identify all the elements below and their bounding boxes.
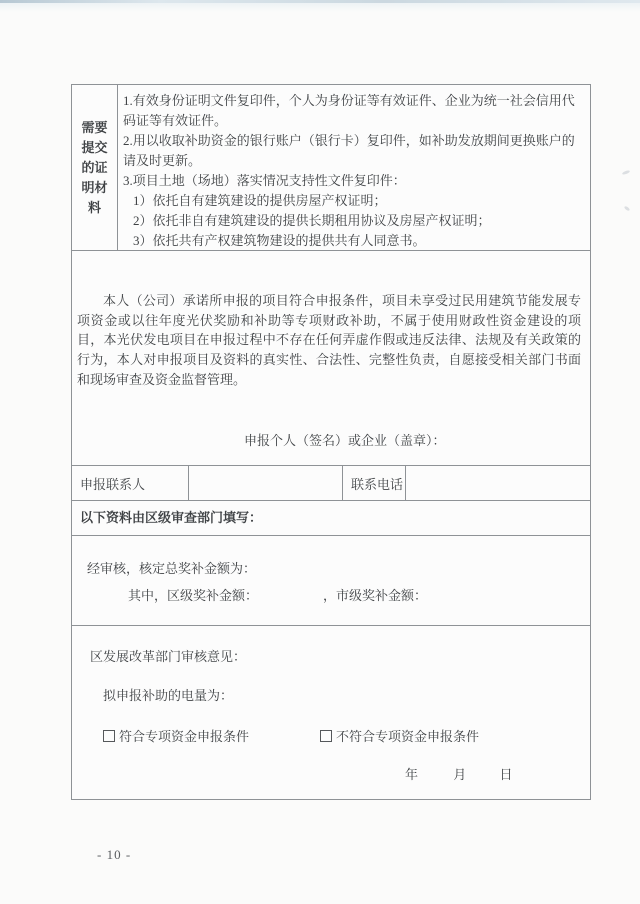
total-subsidy-label: 经审核，核定总奖补金额为： <box>87 561 257 576</box>
contact-name-label: 申报联系人 <box>72 466 189 500</box>
scan-top-band-fade <box>0 3 640 12</box>
materials-sub-item: 2）依托非自有建筑建设的提供长期租用协议及房屋产权证明； <box>133 213 491 228</box>
contact-row <box>72 466 590 501</box>
district-subsidy-label: 其中，区级奖补金额： <box>128 588 259 603</box>
scan-artifact <box>624 206 631 212</box>
materials-header-line: 提交 <box>81 139 108 155</box>
review-opinion-row <box>72 626 590 799</box>
materials-header-cell <box>72 85 118 250</box>
city-subsidy-label: ，市级奖补金额： <box>323 588 428 603</box>
district-review-note: 以下资料由区级审查部门填写： <box>72 501 590 536</box>
opinion-title: 区发展改革部门审核意见： <box>90 649 247 664</box>
materials-sub-item: 1）依托自有建筑建设的提供房屋产权证明； <box>133 193 387 208</box>
checkbox-unchecked-icon <box>103 730 115 742</box>
eligible-option <box>103 726 249 745</box>
contact-name-field <box>189 466 343 500</box>
application-form-table <box>71 84 591 800</box>
materials-list-cell <box>118 85 590 250</box>
declaration-paragraph: 本人（公司）承诺所申报的项目符合申报条件，项目未享受过民用建筑节能发展专项资金或以往年度光伏奖励和补助等专项财政补助，不属于使用财政性资金建设的项目，本光伏发电项目在申报过程中不存在任何弄虚作假或违反法律、法规及有关政策的行为，本人对申报项目及资料的真实性、合法性、完整性负责，自愿接受相关部门书面和现场审查及资金监督管理。 <box>77 293 581 387</box>
date-line <box>405 764 513 783</box>
materials-header-line: 料 <box>87 199 101 215</box>
not-eligible-option <box>320 726 479 745</box>
not-eligible-option-label: 不符合专项资金申报条件 <box>336 729 480 744</box>
proposed-electricity-label: 拟申报补助的电量为： <box>103 688 234 703</box>
materials-row <box>72 85 590 251</box>
materials-header-line: 的证 <box>81 159 108 175</box>
materials-item: 3.项目土地（场地）落实情况支持性文件复印件： <box>123 173 406 188</box>
date-day-label: 日 <box>499 767 513 782</box>
materials-item: 2.用以收取补助资金的银行账户（银行卡）复印件，如补助发放期间更换账户的请及时更新。 <box>123 133 575 168</box>
signature-label: 申报个人（签名）或企业（盖章）： <box>244 433 446 448</box>
verified-amount-row <box>72 536 590 626</box>
materials-header-line: 明材 <box>81 179 108 195</box>
contact-phone-field <box>406 466 590 500</box>
date-month-label: 月 <box>453 767 467 782</box>
scan-artifact <box>622 170 631 176</box>
materials-sub-item: 3）依托共有产权建筑物建设的提供共有人同意书。 <box>133 233 426 248</box>
materials-header-line: 需要 <box>81 119 108 135</box>
page-number: - 10 - <box>97 847 132 862</box>
checkbox-unchecked-icon <box>320 730 332 742</box>
materials-item: 1.有效身份证明文件复印件，个人为身份证等有效证件、企业为统一社会信用代码证等有效证件。 <box>123 93 575 128</box>
contact-phone-label: 联系电话 <box>343 466 406 500</box>
declaration-row <box>72 251 590 466</box>
date-year-label: 年 <box>405 767 419 782</box>
eligible-option-label: 符合专项资金申报条件 <box>119 729 250 744</box>
